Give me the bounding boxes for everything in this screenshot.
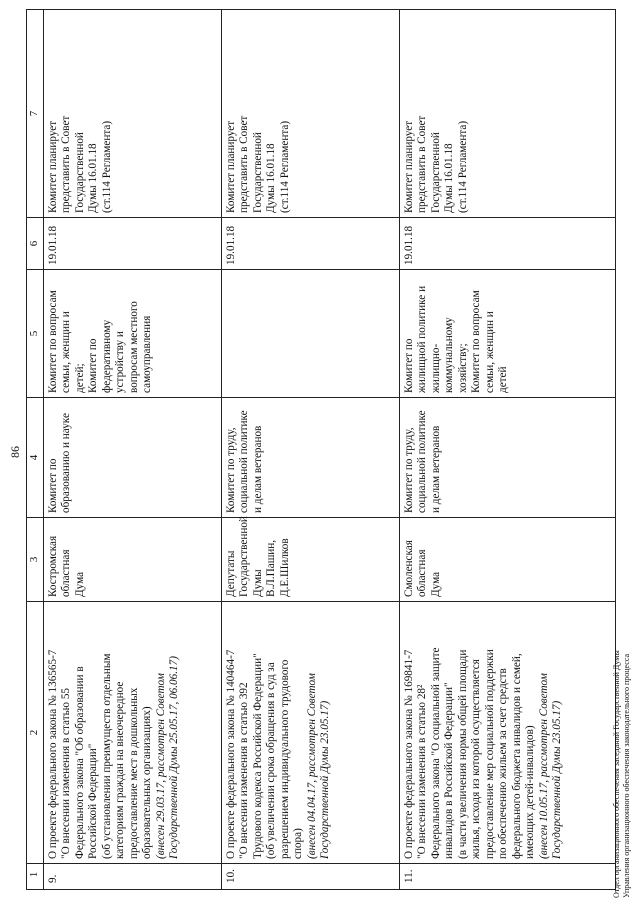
- text-line: Государственной Думы 23.05.17): [319, 700, 331, 859]
- text-line: хозяйству;: [456, 343, 469, 393]
- text-line: Государственной: [429, 132, 442, 213]
- co-committees: [221, 270, 399, 398]
- text-line: (ст.114 Регламента): [278, 120, 291, 213]
- text-line: семьи, женщин и: [60, 311, 72, 393]
- text-line: социальной политике: [416, 410, 428, 513]
- text-line: Комитет планирует: [402, 120, 415, 213]
- co-committees: [399, 270, 615, 398]
- text-line: и делам ветеранов: [251, 425, 264, 513]
- bill-description: [43, 602, 221, 864]
- text-line: самоуправления: [141, 315, 153, 393]
- planned-action: [43, 10, 221, 218]
- col-header: 7: [27, 10, 44, 218]
- co-committees: [43, 270, 221, 398]
- lead-committee: [221, 398, 399, 518]
- text-line: устройству и: [114, 331, 126, 393]
- text-line: (ст.114 Регламента): [100, 120, 113, 213]
- text-line: социальной политике: [238, 410, 250, 513]
- text-line: Государственной Думы 23.05.17): [551, 700, 563, 859]
- text-line: спора): [292, 828, 304, 859]
- row-number: 10.: [221, 864, 399, 890]
- text-line: (внесен 10.05.17, рассмотрен Советом: [537, 673, 550, 859]
- text-line: по обеспечению жильем за счет средств: [497, 668, 509, 859]
- text-line: Думы 16.01.18: [443, 143, 455, 213]
- text-line: Комитет по: [402, 338, 415, 393]
- text-line: "О внесении изменения в статью 392: [238, 682, 250, 859]
- col-header: 4: [27, 398, 44, 518]
- bills-table: [26, 9, 616, 890]
- col-header: 3: [27, 518, 44, 602]
- text-line: О проекте федерального закона № 136565-7: [46, 649, 59, 859]
- text-line: Федерального закона "Об образовании в: [73, 666, 86, 859]
- lead-committee: [43, 398, 221, 518]
- text-line: "О внесении изменения в статью 28²: [416, 684, 428, 859]
- bill-author: [43, 518, 221, 602]
- text-line: Федерального закона "О социальной защите: [429, 647, 442, 859]
- table-row: [43, 10, 221, 890]
- text-line: разрешением индивидуального трудового: [278, 659, 291, 859]
- col-header: 1: [27, 864, 44, 890]
- table-body: [43, 10, 615, 890]
- text-line: Комитет по: [87, 338, 99, 393]
- text-line: образованию и науке: [60, 413, 72, 513]
- text-line: семьи, женщин и: [483, 311, 496, 393]
- bill-author: [221, 518, 399, 602]
- rotated-document-page: [2, 2, 638, 902]
- text-line: предоставление мер социальной поддержки: [483, 649, 496, 859]
- text-line: Государственной: [73, 132, 86, 213]
- text-line: Государственной: [251, 132, 264, 213]
- page-number: 86: [8, 446, 22, 458]
- text-line: федеративному: [100, 319, 113, 393]
- text-line: "О внесении изменения в статью 55: [60, 687, 72, 859]
- text-line: Смоленская: [402, 540, 415, 597]
- footer-line: Управления организационного обеспечения законодательного процесса: [621, 653, 631, 898]
- text-line: Комитет по вопросам: [46, 290, 59, 393]
- text-line: детей: [497, 366, 509, 393]
- text-line: представить в Совет: [416, 115, 428, 213]
- text-line: представить в Совет: [60, 115, 72, 213]
- text-line: жилищной политике и: [416, 285, 428, 393]
- text-line: (в части увеличения нормы общей площади: [456, 649, 469, 859]
- text-line: областная Дума: [416, 549, 442, 597]
- text-line: и делам ветеранов: [429, 425, 442, 513]
- text-line: Депутаты: [224, 550, 237, 597]
- text-line: Комитет по труду,: [224, 427, 237, 513]
- table-row: [399, 10, 615, 890]
- text-line: О проекте федерального закона № 169841-7: [402, 649, 415, 859]
- text-line: В.Л.Пашин,: [265, 539, 277, 597]
- row-number: 11.: [399, 864, 615, 890]
- text-line: федерального бюджета инвалидов и семей,: [510, 653, 523, 859]
- text-line: имеющих детей-инвалидов): [524, 725, 536, 859]
- text-line: Комитет планирует: [46, 120, 59, 213]
- col-header: 6: [27, 218, 44, 270]
- text-line: областная Дума: [60, 549, 86, 597]
- text-line: Костромская: [46, 535, 59, 597]
- text-line: (об установлении преимуществ отдельным: [100, 653, 113, 859]
- col-header: 5: [27, 270, 44, 398]
- deadline-date: 19.01.18: [43, 218, 221, 270]
- text-line: коммунальному: [443, 317, 455, 393]
- text-line: категориям граждан на внеочередное: [114, 681, 126, 859]
- text-line: (ст.114 Регламента): [456, 120, 469, 213]
- bill-author: [399, 518, 615, 602]
- text-line: Думы 16.01.18: [265, 143, 277, 213]
- text-line: Комитет по труду,: [402, 427, 415, 513]
- text-line: Комитет планирует: [224, 120, 237, 213]
- text-line: детей;: [73, 363, 86, 393]
- text-line: предоставление мест в дошкольных: [127, 687, 140, 859]
- footer: [612, 18, 631, 898]
- text-line: Думы 16.01.18: [87, 143, 99, 213]
- text-line: (об увеличении срока обращения в суд за: [265, 662, 277, 859]
- deadline-date: 19.01.18: [399, 218, 615, 270]
- row-number: 9.: [43, 864, 221, 890]
- text-line: Д.Е.Шилков: [278, 538, 291, 597]
- text-line: Государственной: [238, 516, 250, 597]
- deadline-date: 19.01.18: [221, 218, 399, 270]
- text-line: Российской Федерации": [87, 743, 99, 859]
- text-line: представить в Совет: [238, 115, 250, 213]
- col-header: 2: [27, 602, 44, 864]
- text-line: Думы: [251, 569, 264, 597]
- planned-action: [399, 10, 615, 218]
- text-line: Комитет по: [46, 458, 59, 513]
- text-line: жилищно-: [429, 343, 442, 393]
- footer-line: Отдел организационного обеспечения заседаний Государственной Думы: [612, 650, 621, 898]
- column-number-row: [27, 10, 44, 890]
- text-line: жилья, исходя из которой осуществляется: [470, 659, 482, 859]
- text-line: инвалидов в Российской Федерации": [443, 682, 455, 859]
- text-line: (внесен 29.03.17, рассмотрен Советом: [154, 673, 167, 859]
- text-line: Государственной Думы 25.05.17, 06.06.17): [168, 656, 180, 859]
- bill-description: [221, 602, 399, 864]
- bill-description: [399, 602, 615, 864]
- text-line: образовательных организациях): [141, 706, 153, 859]
- text-line: (внесен 04.04.17, рассмотрен Советом: [305, 673, 318, 859]
- text-line: Трудового кодекса Российской Федерации": [251, 653, 264, 859]
- planned-action: [221, 10, 399, 218]
- text-line: О проекте федерального закона № 140464-7: [224, 649, 237, 859]
- table-row: [221, 10, 399, 890]
- text-line: Комитет по вопросам: [470, 290, 482, 393]
- lead-committee: [399, 398, 615, 518]
- text-line: вопросам местного: [127, 301, 140, 393]
